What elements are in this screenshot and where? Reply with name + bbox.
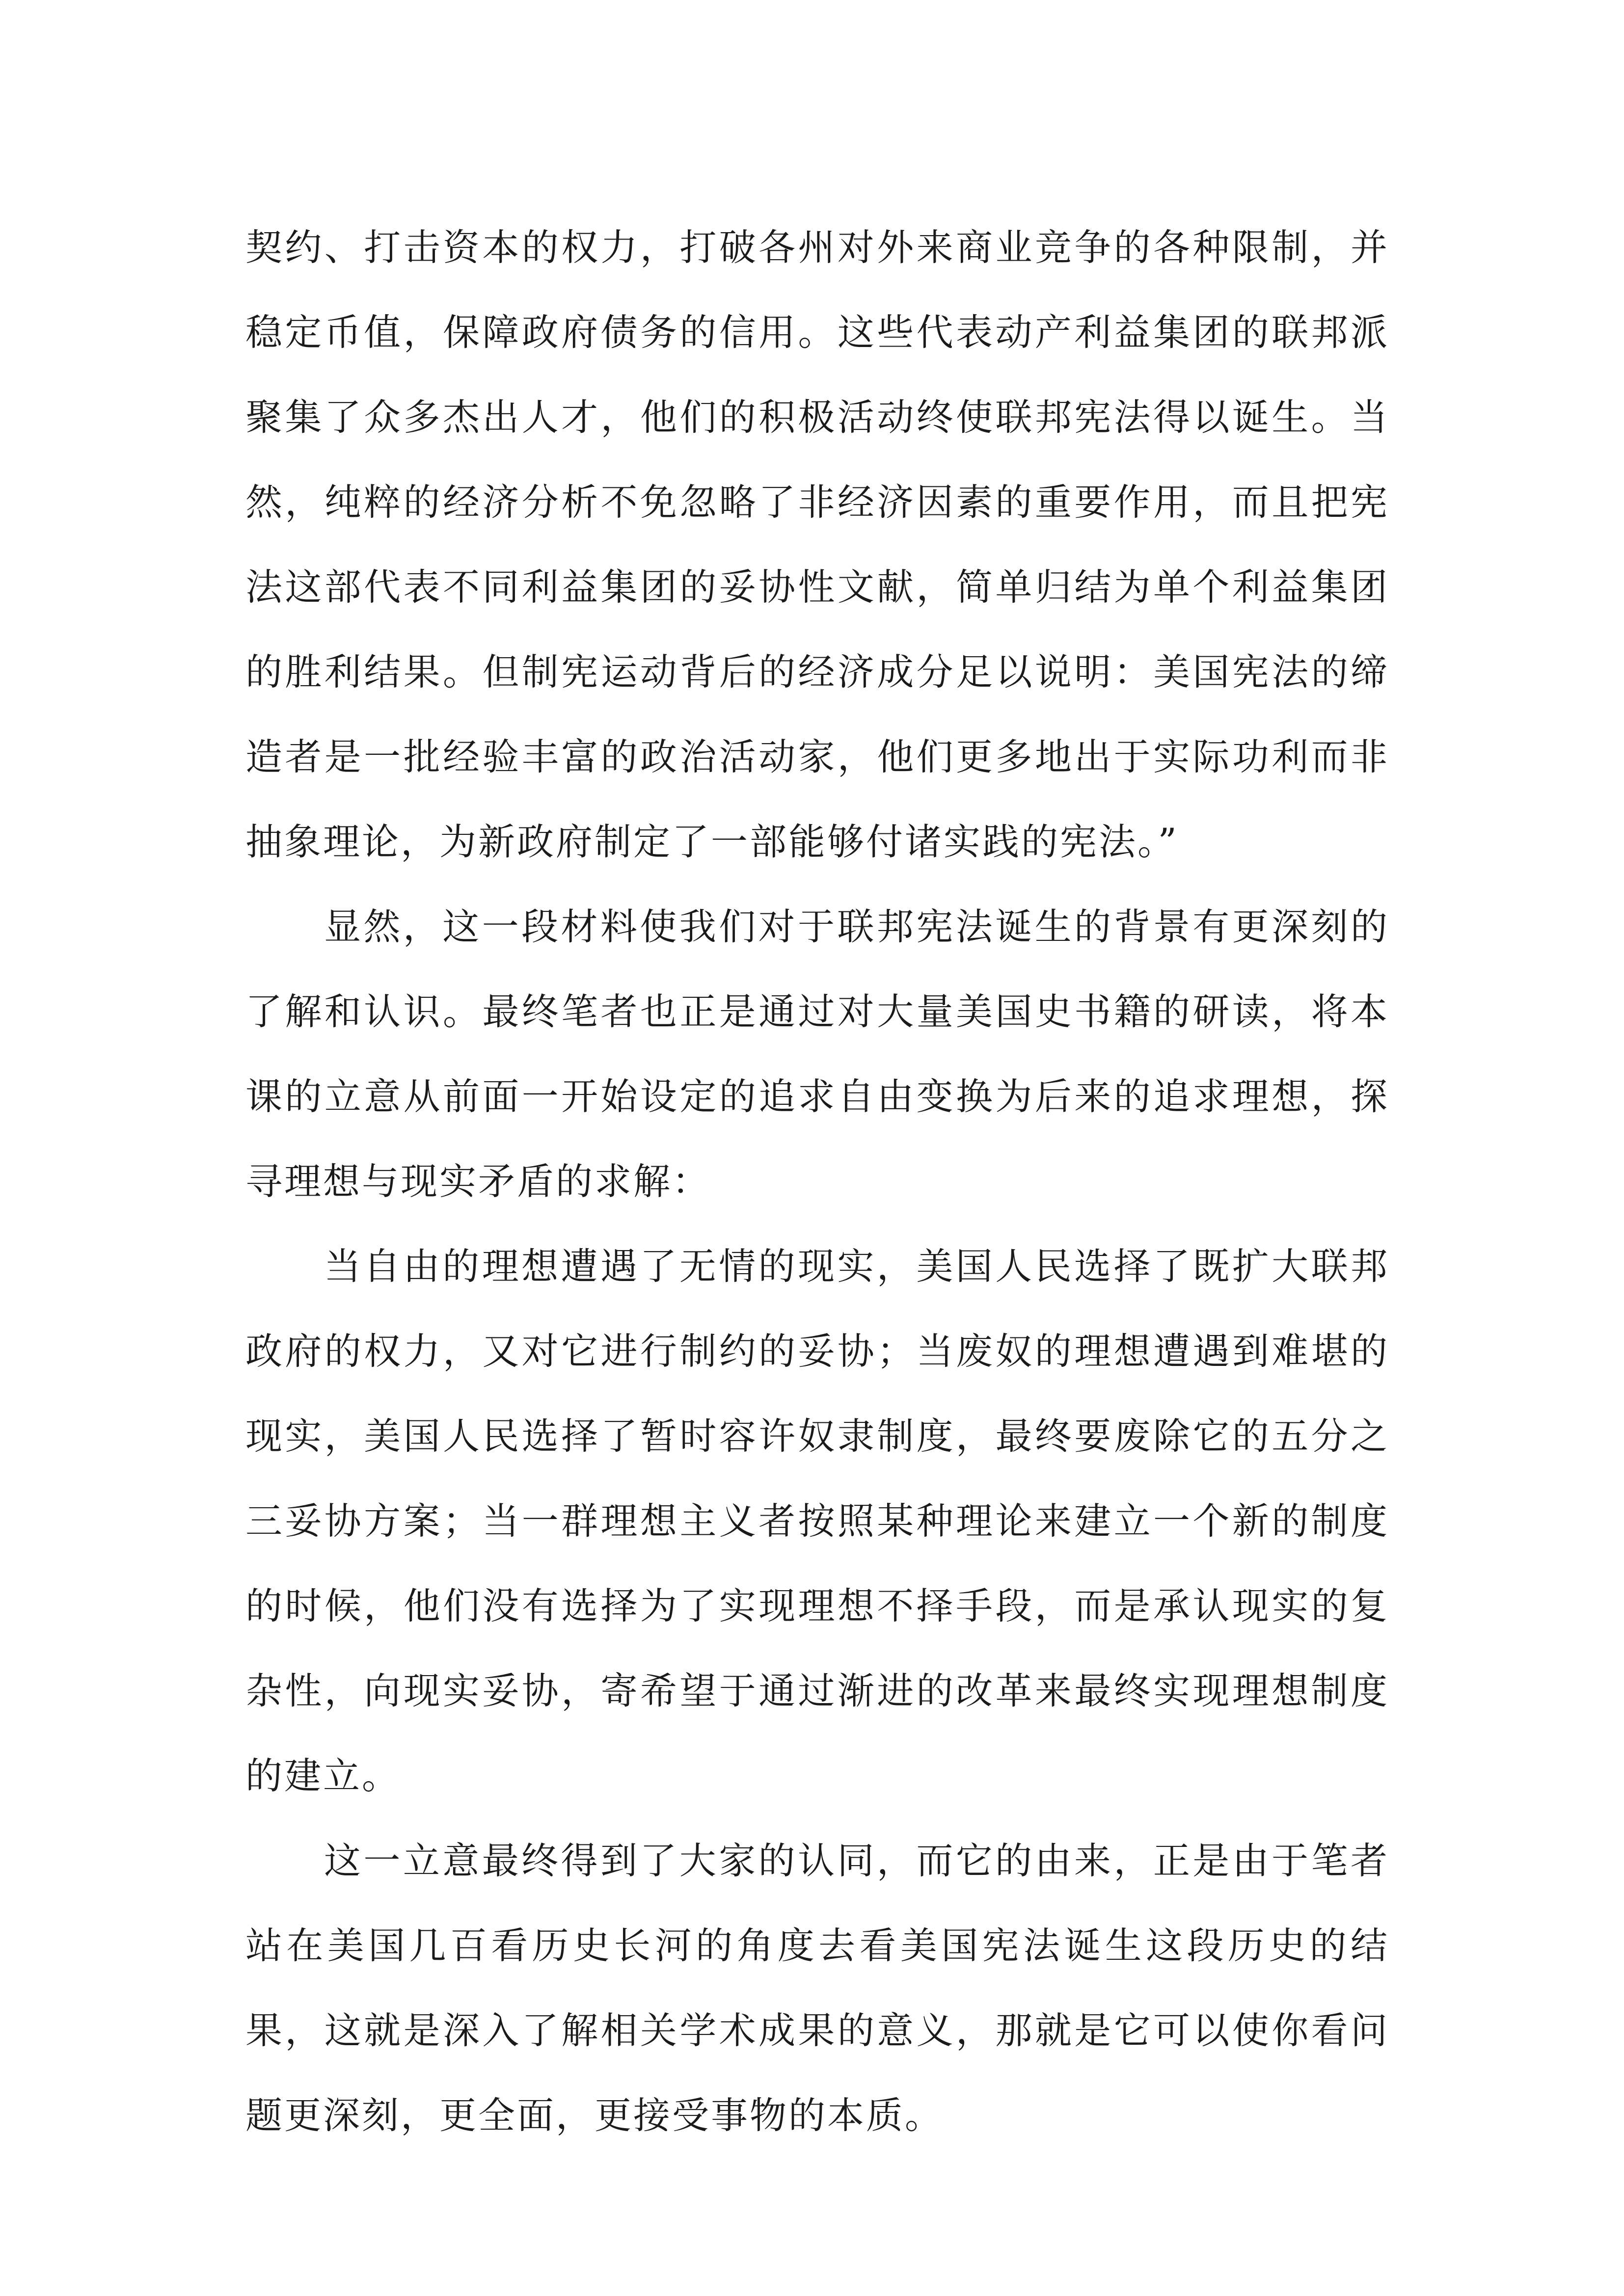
paragraph: 当自由的理想遭遇了无情的现实，美国人民选择了既扩大联邦政府的权力，又对它进行制约的妥协；当废奴的理想遭遇到难堪的现实，美国人民选择了暂时容许奴隶制度，最终要废除它的五分之三妥协方案；当一群理想主义者按照某种理论来建立一个新的制度的时候，他们没有选择为了实现理想不择手段，而是承认现实的复杂性，向现实妥协，寄希望于通过渐进的改革来最终实现理想制度的建立。 bbox=[245, 1245, 1389, 1797]
paragraph: 这一立意最终得到了大家的认同，而它的由来，正是由于笔者站在美国几百看历史长河的角度去看美国宪法诞生这段历史的结果，这就是深入了解相关学术成果的意义，那就是它可以使你看问题更深刻，更全面，更接受事物的本质。 bbox=[245, 1839, 1389, 2137]
paragraph: 显然，这一段材料使我们对于联邦宪法诞生的背景有更深刻的了解和认识。最终笔者也正是通过对大量美国史书籍的研读，将本课的立意从前面一开始设定的追求自由变换为后来的追求理想，探寻理想与现实矛盾的求解： bbox=[245, 905, 1389, 1203]
paragraph-continuation: 契约、打击资本的权力，打破各州对外来商业竞争的各种限制，并稳定币值，保障政府债务的信用。这些代表动产利益集团的联邦派聚集了众多杰出人才，他们的积极活动终使联邦宪法得以诞生。当然，纯粹的经济分析不免忽略了非经济因素的重要作用，而且把宪法这部代表不同利益集团的妥协性文献，简单归结为单个利益集团的胜利结果。但制宪运动背后的经济成分足以说明：美国宪法的缔造者是一批经验丰富的政治活动家，他们更多地出于实际功利而非抽象理论，为新政府制定了一部能够付诸实践的宪法。” bbox=[245, 226, 1389, 863]
document-body bbox=[245, 205, 1389, 2158]
